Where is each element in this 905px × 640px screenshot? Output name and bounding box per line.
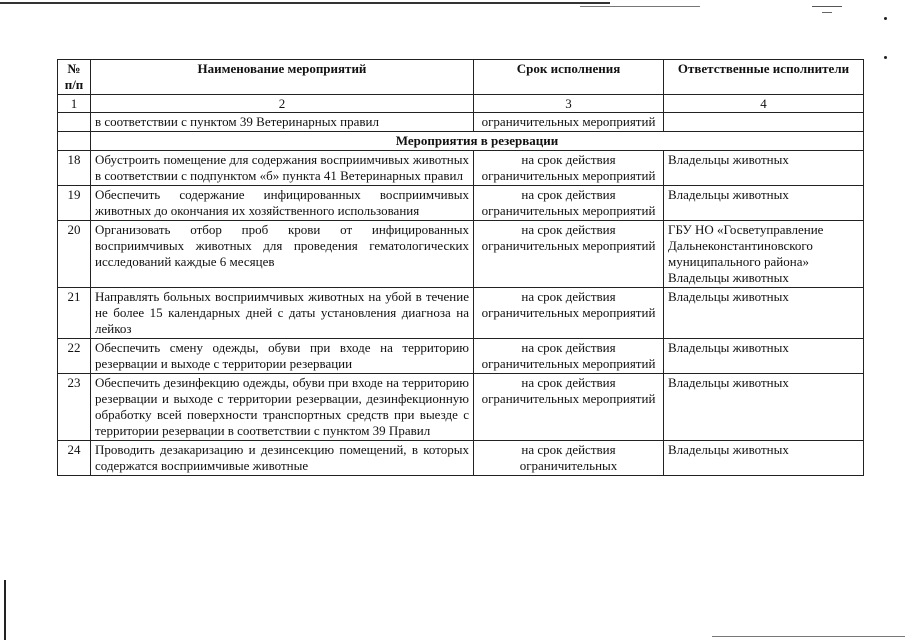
measure-term: на срок действия ограничительных мероприятий xyxy=(474,288,664,339)
measure-responsible: Владельцы животных xyxy=(664,441,864,476)
header-number: № п/п xyxy=(58,60,91,95)
section-title: Мероприятия в резервации xyxy=(91,132,864,151)
measure-name: Обустроить помещение для содержания восприимчивых животных в соответствии с подпунктом «б» пункта 41 Ветеринарных правил xyxy=(91,151,474,186)
measure-name: Организовать отбор проб крови от инфицированных восприимчивых животных для проведения гематологических исследований каждые 6 месяцев xyxy=(91,221,474,288)
measure-responsible: Владельцы животных xyxy=(664,339,864,374)
table-row xyxy=(58,151,864,186)
measure-term: на срок действия ограничительных мероприятий xyxy=(474,374,664,441)
table-row xyxy=(58,288,864,339)
continued-row xyxy=(58,113,864,132)
scan-bottom-rule xyxy=(712,636,905,637)
row-number: 22 xyxy=(58,339,91,374)
table-row xyxy=(58,221,864,288)
table-row xyxy=(58,186,864,221)
measure-name: Обеспечить смену одежды, обуви при входе на территорию резервации и выходе с территории резервации xyxy=(91,339,474,374)
table-row xyxy=(58,339,864,374)
measure-term: на срок действия ограничительных мероприятий xyxy=(474,186,664,221)
scan-dot xyxy=(884,56,887,59)
section-row xyxy=(58,132,864,151)
header-responsible: Ответственные исполнители xyxy=(664,60,864,95)
measure-name: Обеспечить содержание инфицированных восприимчивых животных до окончания их хозяйственного использования xyxy=(91,186,474,221)
scan-top-rule xyxy=(0,2,610,4)
column-number: 4 xyxy=(664,95,864,113)
measure-term: на срок действия ограничительных мероприятий xyxy=(474,221,664,288)
measure-term: ограничительных мероприятий xyxy=(474,113,664,132)
column-number: 2 xyxy=(91,95,474,113)
measure-term: на срок действия ограничительных xyxy=(474,441,664,476)
measure-responsible: Владельцы животных xyxy=(664,151,864,186)
scan-mark-right xyxy=(812,6,842,7)
measure-responsible: ГБУ НО «Госветуправление Дальнеконстантиновского муниципального района» Владельцы животных xyxy=(664,221,864,288)
row-number: 24 xyxy=(58,441,91,476)
measure-term: на срок действия ограничительных мероприятий xyxy=(474,339,664,374)
scan-mark-right-small xyxy=(822,12,832,13)
row-number: 19 xyxy=(58,186,91,221)
measure-responsible: Владельцы животных xyxy=(664,374,864,441)
measure-name: Проводить дезакаризацию и дезинсекцию помещений, в которых содержатся восприимчивые животные xyxy=(91,441,474,476)
row-number: 20 xyxy=(58,221,91,288)
header-term: Срок исполнения xyxy=(474,60,664,95)
header-row xyxy=(58,60,864,95)
scan-top-rule-faint xyxy=(580,6,700,7)
table-row xyxy=(58,441,864,476)
column-number: 1 xyxy=(58,95,91,113)
row-number: 18 xyxy=(58,151,91,186)
measure-responsible: Владельцы животных xyxy=(664,288,864,339)
column-number: 3 xyxy=(474,95,664,113)
row-number: 21 xyxy=(58,288,91,339)
header-name: Наименование мероприятий xyxy=(91,60,474,95)
measure-name: Обеспечить дезинфекцию одежды, обуви при входе на территорию резервации и выходе с территории резервации, дезинфекционную обработку всей поверхности транспортных средств при выезде с территории резервации в соответствии с пунктом 39 Правил xyxy=(91,374,474,441)
measure-name: Направлять больных восприимчивых животных на убой в течение не более 15 календарных дней с даты установления диагноза на лейкоз xyxy=(91,288,474,339)
column-number-row xyxy=(58,95,864,113)
scan-dot xyxy=(884,17,887,20)
measures-table xyxy=(57,59,864,476)
table-row xyxy=(58,374,864,441)
measure-name: в соответствии с пунктом 39 Ветеринарных правил xyxy=(91,113,474,132)
scan-left-edge xyxy=(4,580,6,640)
measure-responsible: Владельцы животных xyxy=(664,186,864,221)
measure-term: на срок действия ограничительных мероприятий xyxy=(474,151,664,186)
row-number: 23 xyxy=(58,374,91,441)
